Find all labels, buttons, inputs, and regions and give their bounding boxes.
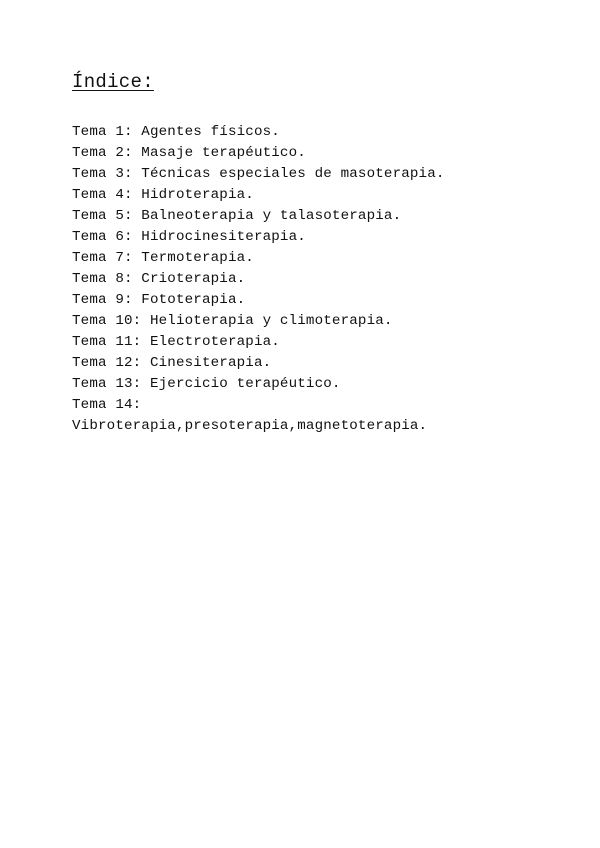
toc-line: Tema 3: Técnicas especiales de masoterapia. (72, 166, 445, 182)
toc-line: Tema 11: Electroterapia. (72, 334, 280, 350)
toc-line: Tema 13: Ejercicio terapéutico. (72, 376, 341, 392)
toc-line: Tema 12: Cinesiterapia. (72, 355, 272, 371)
table-of-contents (72, 122, 445, 437)
toc-line: Tema 2: Masaje terapéutico. (72, 145, 306, 161)
toc-line: Tema 8: Crioterapia. (72, 271, 246, 287)
toc-line: Tema 5: Balneoterapia y talasoterapia. (72, 208, 402, 224)
toc-line: Tema 4: Hidroterapia. (72, 187, 254, 203)
index-title: Índice: (72, 71, 154, 93)
toc-line: Tema 7: Termoterapia. (72, 250, 254, 266)
toc-line: Tema 10: Helioterapia y climoterapia. (72, 313, 393, 329)
toc-line: Tema 14: (72, 397, 142, 413)
toc-line: Tema 1: Agentes físicos. (72, 124, 280, 140)
toc-line: Vibroterapia,presoterapia,magnetoterapia. (72, 418, 428, 434)
toc-line: Tema 9: Fototerapia. (72, 292, 246, 308)
toc-line: Tema 6: Hidrocinesiterapia. (72, 229, 306, 245)
